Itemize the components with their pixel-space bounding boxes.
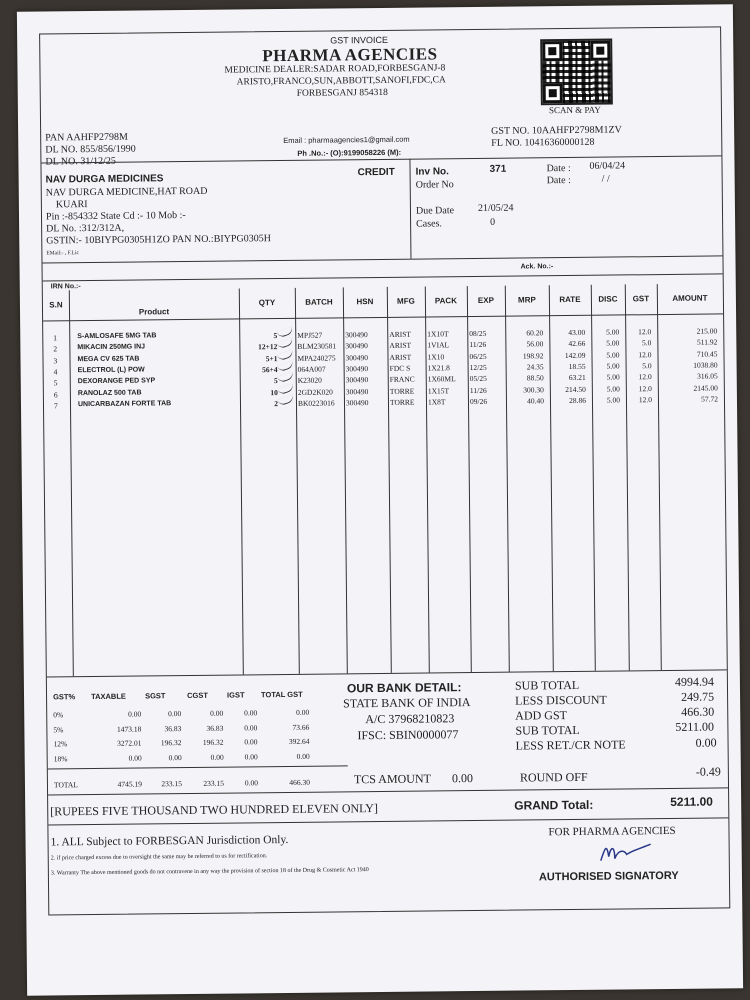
tax-cell: 18% <box>53 753 68 763</box>
cell-batch: 2GD2K020 <box>297 386 333 397</box>
column-header-amount: AMOUNT <box>672 293 708 303</box>
payment-mode: CREDIT <box>357 166 395 179</box>
tick-mark-icon <box>277 372 294 384</box>
cell-qty: 5 <box>273 331 278 341</box>
column-header-hsn: HSN <box>356 297 374 307</box>
cell-sn: 5 <box>53 378 58 388</box>
cell-batch: BLM230581 <box>297 341 337 352</box>
tax-cell: 0.00 <box>244 751 258 761</box>
cell-gst: 5.0 <box>641 338 652 348</box>
column-header-batch: BATCH <box>305 297 333 307</box>
tax-header: CGST <box>186 690 208 701</box>
tax-cell: 196.32 <box>202 737 224 747</box>
cell-hsn: 300490 <box>345 330 368 340</box>
grand-total: 5211.00 <box>670 794 713 809</box>
cell-batch: 064A007 <box>297 364 326 374</box>
buyer-dl: DL No. :312/312A, <box>46 222 125 235</box>
cell-rate: 142.09 <box>564 350 586 360</box>
cell-disc: 5.00 <box>606 361 620 371</box>
round-off: -0.49 <box>695 764 721 779</box>
column-header-mfg: MFG <box>396 296 415 306</box>
doc-type: GST INVOICE <box>330 34 389 46</box>
column-header-disc: DISC <box>598 294 618 304</box>
cell-disc: 5.00 <box>606 338 620 348</box>
cell-mrp: 88.50 <box>526 373 544 383</box>
tax-cell: 0.00 <box>244 737 258 747</box>
date2-value: / / <box>601 173 610 185</box>
cell-amount: 511.92 <box>696 337 718 347</box>
cell-sn: 3 <box>53 355 58 366</box>
add-gst-label: ADD GST <box>515 708 568 723</box>
tick-mark-icon <box>277 338 294 350</box>
authorised-signatory: AUTHORISED SIGNATORY <box>538 869 679 884</box>
cell-sn: 4 <box>53 367 58 377</box>
cell-disc: 5.00 <box>606 372 620 382</box>
invoice-paper <box>17 4 743 995</box>
sub-total-label: SUB TOTAL <box>514 677 580 693</box>
scan-pay-label: SCAN & PAY <box>548 104 601 116</box>
terms-1: 1. ALL Subject to FORBESGAN Jurisdiction Only. <box>50 833 289 849</box>
due-date: 21/05/24 <box>477 202 514 214</box>
tax-cell: 196.32 <box>160 738 182 748</box>
bank-account: A/C 37968210823 <box>365 711 455 727</box>
cell-pack: 1X10 <box>427 351 445 362</box>
cell-batch: BK0223016 <box>297 398 335 408</box>
cell-pack: 1X60ML <box>427 374 456 384</box>
cell-mfg: FRANC <box>389 374 415 385</box>
cell-product: ELECTROL (L) POW <box>77 366 145 375</box>
cell-pack: 1X10T <box>427 329 449 339</box>
tick-mark-icon <box>277 394 294 406</box>
tax-cell: 392.64 <box>288 736 310 746</box>
buyer-email: EMail:- , F.Lic <box>46 250 79 257</box>
tcs-amount: 0.00 <box>451 771 473 786</box>
column-header-rate: RATE <box>559 294 581 305</box>
cell-mfg: ARIST <box>389 340 412 351</box>
inv-no-label: Inv No. <box>415 166 449 178</box>
tax-cell: 5% <box>53 724 64 734</box>
tax-header: TAXABLE <box>90 691 126 702</box>
company-phone: Ph .No.:- (O):9199058226 (M): <box>297 147 402 158</box>
tax-total-cell: 466.30 <box>289 777 310 787</box>
column-header-gst: GST <box>632 294 650 304</box>
cell-pack: 1VIAL <box>427 340 450 350</box>
cell-gst: 12.0 <box>638 383 652 393</box>
cell-hsn: 300490 <box>345 341 368 351</box>
irn-label: IRN No.:- <box>50 283 81 291</box>
dl-number-1: DL NO. 855/856/1990 <box>45 143 136 156</box>
terms-2: 2. if price charged excess due to oversight the same may be referred to us for rectification. <box>50 853 268 862</box>
cell-mfg: ARIST <box>389 329 411 339</box>
buyer-pin: Pin :-854332 State Cd :- 10 Mob :- <box>45 210 186 223</box>
cell-gst: 12.0 <box>638 394 653 405</box>
cell-amount: 710.45 <box>696 349 718 359</box>
cell-qty: 2 <box>274 398 279 408</box>
tax-header: SGST <box>144 691 166 701</box>
cell-mrp: 56.00 <box>526 339 544 349</box>
column-header-exp: EXP <box>477 295 494 305</box>
cell-exp: 11/26 <box>469 340 487 350</box>
order-no-label: Order No <box>415 179 454 191</box>
cell-amount: 316.05 <box>697 371 718 381</box>
tax-total-cell: 233.15 <box>203 778 225 788</box>
cell-mfg: TORRE <box>389 397 415 407</box>
fl-number: FL NO. 10416360000128 <box>491 136 595 149</box>
column-header-qty: QTY <box>258 298 276 308</box>
cell-sn: 2 <box>53 344 58 354</box>
cell-disc: 5.00 <box>606 350 620 360</box>
tax-cell: 0.00 <box>244 708 258 718</box>
cell-batch: K23020 <box>297 375 322 386</box>
column-header-pack: PACK <box>434 296 457 306</box>
sub-total2-label: SUB TOTAL <box>515 722 580 738</box>
cell-rate: 63.21 <box>568 373 586 383</box>
for-company: FOR PHARMA AGENCIES <box>548 824 676 839</box>
qr-code-icon <box>540 39 613 106</box>
bank-name: STATE BANK OF INDIA <box>343 695 471 711</box>
buyer-gstin: GSTIN:- 10BIYPG0305H1ZO PAN NO.:BIYPG0305H <box>46 233 271 247</box>
column-header-mrp: MRP <box>517 295 536 305</box>
cell-gst: 5.0 <box>642 361 652 371</box>
column-header-sn: S.N <box>49 300 63 310</box>
tax-cell: 1473.18 <box>116 724 142 734</box>
cell-mrp: 300.30 <box>523 384 544 394</box>
tax-cell: 0.00 <box>168 709 182 719</box>
cell-qty: 5 <box>273 376 278 386</box>
cell-gst: 12.0 <box>638 372 652 382</box>
cell-hsn: 300490 <box>345 375 369 385</box>
buyer-name: NAV DURGA MEDICINES <box>45 173 164 186</box>
cell-pack: 1X8T <box>427 397 446 407</box>
cell-pack: 1X15T <box>427 385 450 395</box>
cell-mrp: 40.40 <box>527 396 545 406</box>
tax-cell: 3272.01 <box>117 738 142 748</box>
cell-gst: 12.0 <box>638 349 652 359</box>
cell-mrp: 24.35 <box>526 362 544 372</box>
tax-total-cell: TOTAL <box>53 780 78 790</box>
cell-qty: 10 <box>270 387 278 397</box>
company-name: PHARMA AGENCIES <box>262 44 438 66</box>
cell-gst: 12.0 <box>638 327 652 337</box>
cell-hsn: 300490 <box>345 386 369 396</box>
cell-qty: 12+12 <box>258 342 278 352</box>
date-label: Date : <box>546 162 571 175</box>
cell-qty: 56+4 <box>262 364 278 375</box>
cell-disc: 5.00 <box>606 327 620 337</box>
cell-mfg: ARIST <box>389 352 412 362</box>
column-header-product: Product <box>138 307 170 317</box>
cell-product: MEGA CV 625 TAB <box>77 355 140 363</box>
amount-in-words: [RUPEES FIVE THOUSAND TWO HUNDRED ELEVEN ONLY] <box>50 801 378 819</box>
tax-total-cell: 233.15 <box>161 779 183 789</box>
ack-label: Ack. No.:- <box>520 263 554 271</box>
return-label: LESS RET./CR NOTE <box>515 737 626 753</box>
cell-sn: 6 <box>53 389 58 399</box>
gst-number: GST NO. 10AAHFP2798M1ZV <box>491 124 622 137</box>
cases-value: 0 <box>490 216 496 228</box>
cell-sn: 1 <box>53 333 58 343</box>
signature-icon <box>597 838 657 865</box>
invoice-frame <box>39 26 730 915</box>
cell-amount: 57.72 <box>701 394 719 404</box>
tax-cell: 0.00 <box>210 752 224 762</box>
cell-amount: 2145.00 <box>693 382 718 393</box>
cell-pack: 1X21.8 <box>427 363 450 373</box>
tax-header: IGST <box>226 690 245 700</box>
tax-cell: 0.00 <box>210 708 224 718</box>
due-date-label: Due Date <box>415 205 455 217</box>
bank-title: OUR BANK DETAIL: <box>346 680 462 696</box>
inv-no: 371 <box>489 163 507 175</box>
buyer-address-2: KUARI <box>55 199 88 211</box>
tax-cell: 12% <box>53 739 68 749</box>
tax-total-cell: 4745.19 <box>117 779 143 789</box>
tax-cell: 73.66 <box>292 722 310 732</box>
dealer-line-1: MEDICINE DEALER:SADAR ROAD,FORBESGANJ-8 <box>224 63 446 76</box>
cell-rate: 18.55 <box>568 361 586 371</box>
cell-exp: 05/25 <box>469 374 487 384</box>
cell-product: MIKACIN 250MG INJ <box>77 343 146 352</box>
cell-product: S-AMLOSAFE 5MG TAB <box>77 332 157 341</box>
return-amount: 0.00 <box>695 735 717 750</box>
tax-cell: 0% <box>53 710 64 720</box>
dl-number-2: DL NO. 31/12/25 <box>45 155 116 168</box>
cell-amount: 1038.80 <box>693 360 718 370</box>
cell-exp: 09/26 <box>469 396 488 406</box>
pan-number: PAN AAHFP2798M <box>45 131 128 144</box>
cell-mrp: 60.20 <box>526 328 544 338</box>
terms-3: 3. Warranty The above mentioned goods do not contravene in any way the provision of section 18 of the Drug & Cosmetic Act 1940 <box>50 867 369 877</box>
tax-cell: 36.83 <box>206 723 224 733</box>
cell-qty: 5+1 <box>265 353 278 363</box>
cell-rate: 43.00 <box>568 327 586 338</box>
discount-label: LESS DISCOUNT <box>515 692 607 708</box>
date2-label: Date : <box>546 174 571 187</box>
bank-ifsc: IFSC: SBIN0000077 <box>357 727 459 743</box>
cell-hsn: 300490 <box>345 397 369 408</box>
cell-hsn: 300490 <box>345 364 369 374</box>
tax-cell: 0.00 <box>244 722 258 732</box>
cell-exp: 08/25 <box>469 328 487 339</box>
cell-sn: 7 <box>53 401 58 411</box>
cell-mfg: FDC S <box>389 363 411 373</box>
tax-header: TOTAL GST <box>260 689 303 700</box>
tax-cell: 0.00 <box>128 709 142 719</box>
company-email: Email : pharmaagencies1@gmail.com <box>283 134 410 145</box>
tax-cell: 0.00 <box>128 753 142 763</box>
cell-disc: 5.00 <box>606 395 621 405</box>
cell-batch: MPA240275 <box>297 353 336 363</box>
cell-rate: 214.50 <box>565 384 586 394</box>
tax-cell: 36.83 <box>164 723 182 733</box>
dealer-line-2: ARISTO,FRANCO,SUN,ABBOTT,SANOFI,FDC,CA <box>236 75 446 88</box>
cell-product: UNICARBAZAN FORTE TAB <box>77 399 172 408</box>
grand-total-label: GRAND Total: <box>514 797 594 813</box>
sub-total2: 5211.00 <box>675 719 715 734</box>
tax-cell: 0.00 <box>168 752 182 762</box>
tax-cell: 0.00 <box>296 751 310 761</box>
cell-exp: 06/25 <box>469 351 487 361</box>
cell-rate: 28.86 <box>569 395 587 405</box>
cases-label: Cases. <box>416 218 443 230</box>
cell-rate: 42.66 <box>568 339 586 349</box>
sub-total: 4994.94 <box>674 674 714 689</box>
tax-header: GST% <box>52 692 76 702</box>
buyer-address-1: NAV DURGA MEDICINE,HAT ROAD <box>45 185 208 199</box>
add-gst: 466.30 <box>681 704 715 719</box>
cell-exp: 12/25 <box>469 362 487 372</box>
tcs-label: TCS AMOUNT <box>353 771 432 787</box>
cell-batch: MPJ527 <box>297 330 323 340</box>
discount: 249.75 <box>681 689 715 704</box>
tax-total-cell: 0.00 <box>244 778 259 788</box>
invoice-date: 06/04/24 <box>589 160 626 172</box>
cell-product: DEXORANGE PED SYP <box>77 377 156 386</box>
cell-exp: 11/26 <box>469 385 487 395</box>
cell-amount: 215.00 <box>696 326 718 336</box>
cell-product: RANOLAZ 500 TAB <box>77 388 142 397</box>
dealer-line-3: FORBESGANJ 854318 <box>296 87 388 99</box>
cell-mrp: 198.92 <box>522 350 544 361</box>
round-off-label: ROUND OFF <box>519 769 588 785</box>
cell-disc: 5.00 <box>606 383 620 394</box>
cell-mfg: TORRE <box>389 386 415 396</box>
tax-cell: 0.00 <box>296 707 310 717</box>
cell-hsn: 300490 <box>345 352 369 362</box>
